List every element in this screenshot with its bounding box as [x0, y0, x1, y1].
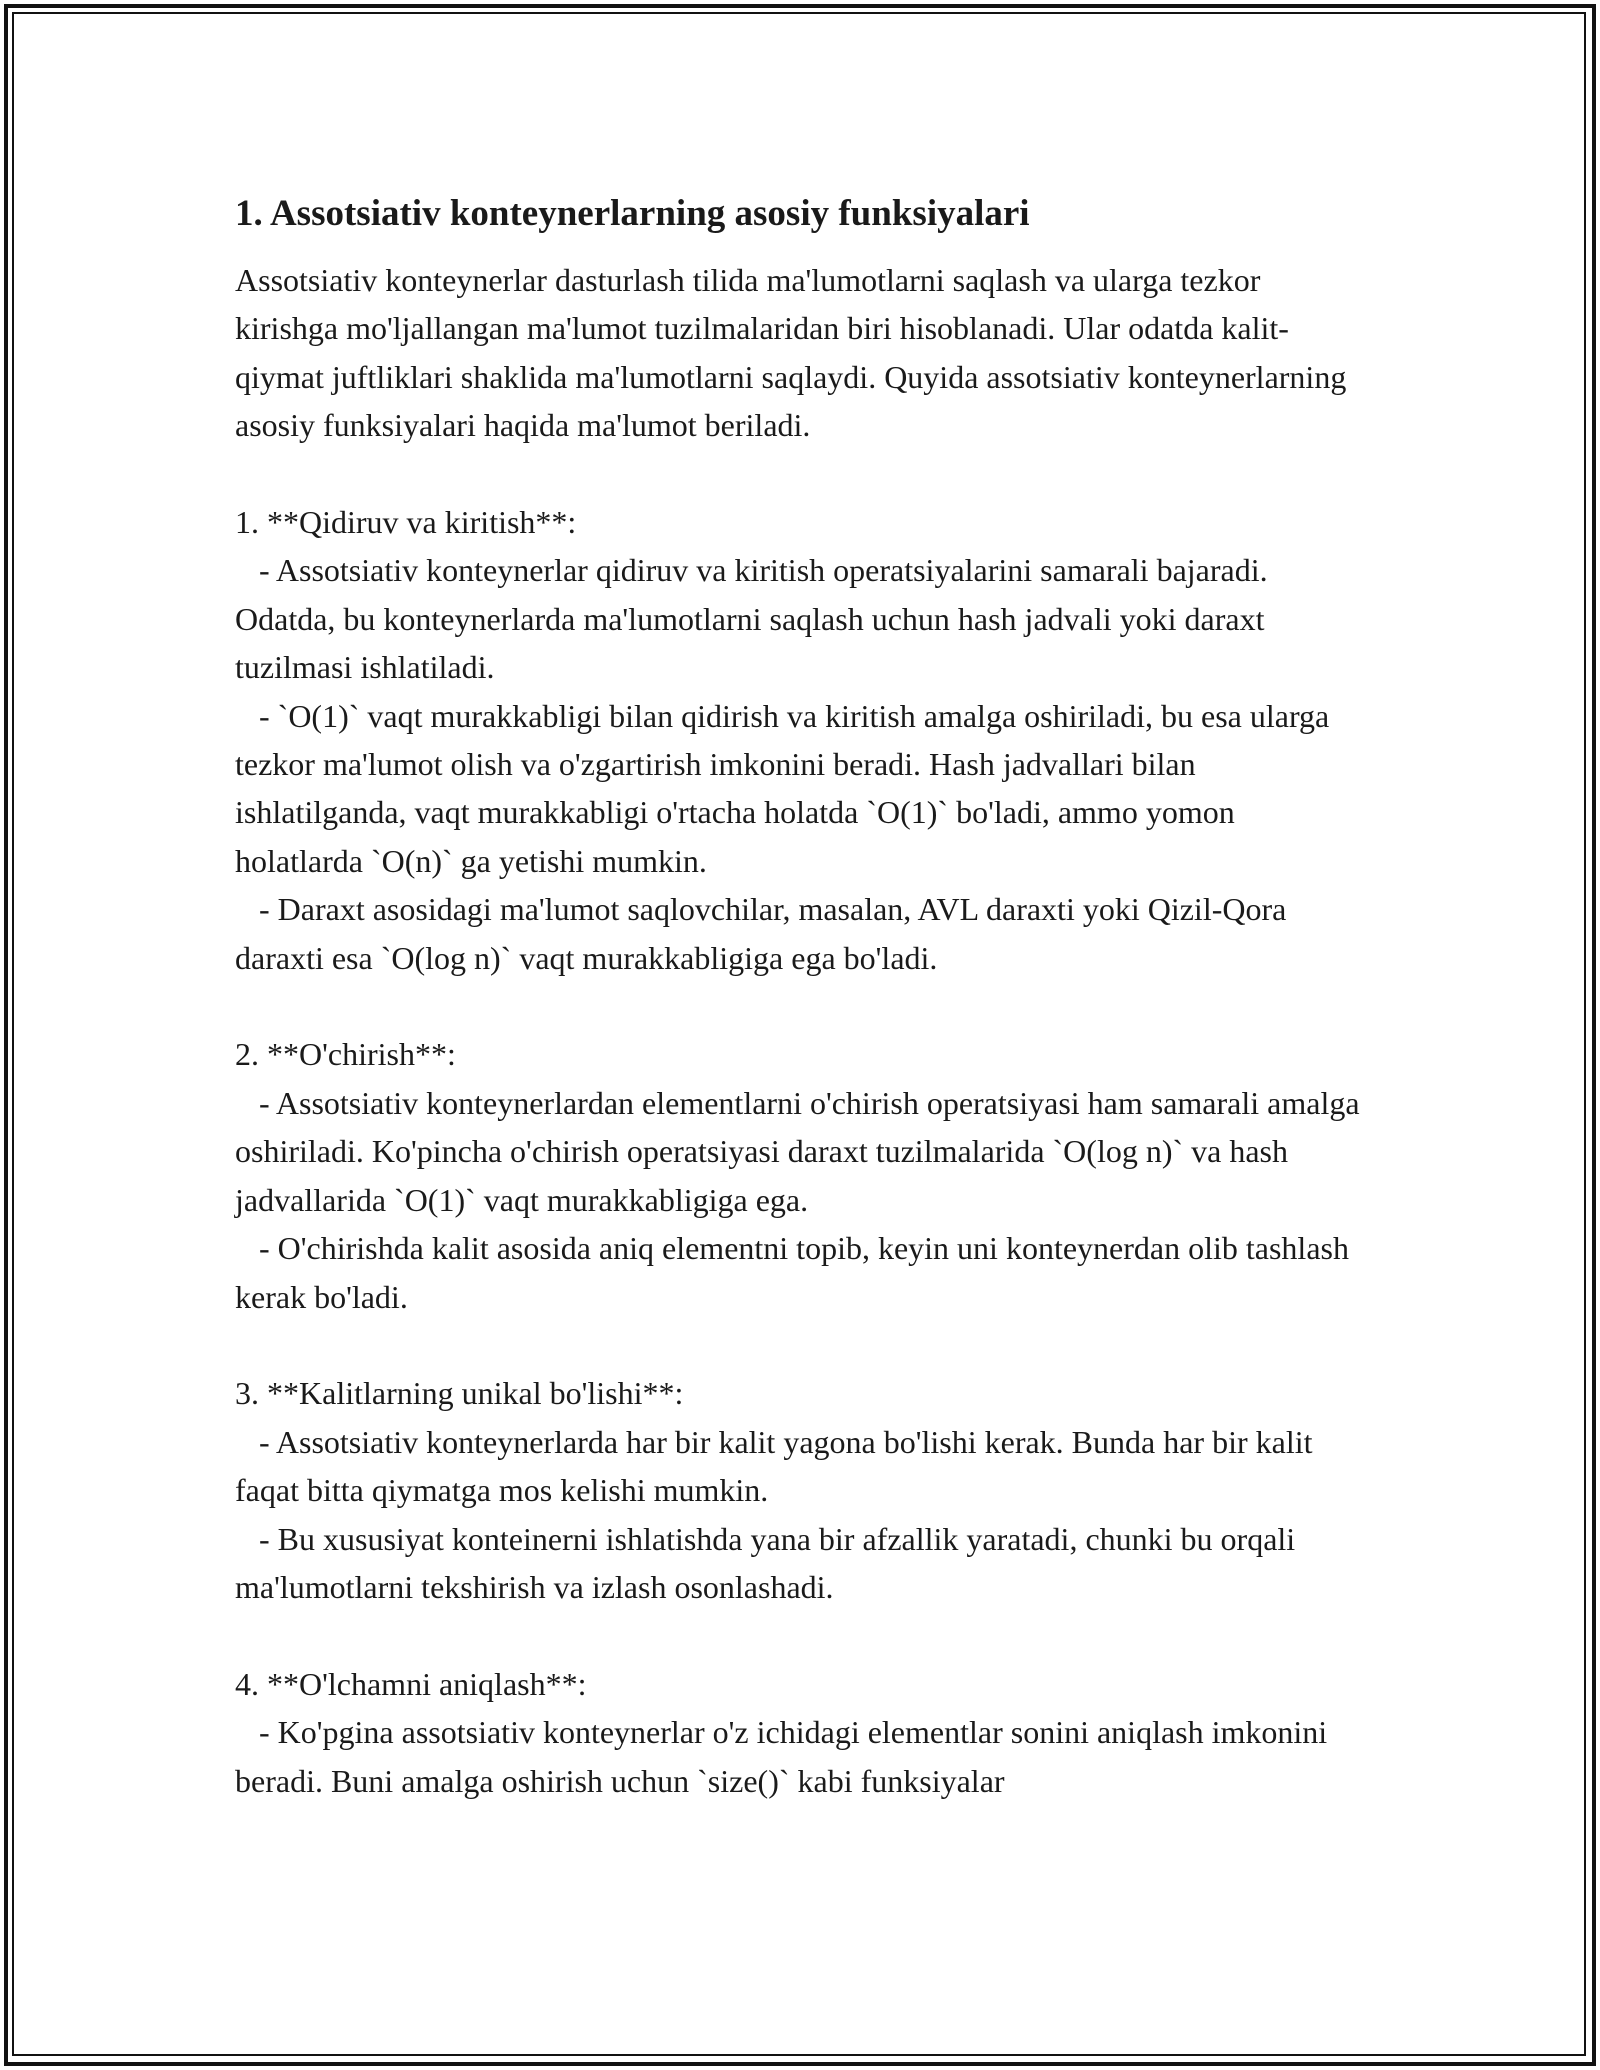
- section-heading: 1. **Qidiruv va kiritish**:: [235, 504, 577, 541]
- section-gap: [235, 450, 1365, 498]
- section-item: - Assotsiativ konteynerlar qidiruv va kiritish operatsiyalarini samarali bajaradi. Odatda, bu konteynerlarda ma'lumotlarni saqlash uchun hash jadvali yoki daraxt tuzilmasi ishlatiladi.: [235, 552, 1276, 686]
- section-item: - O'chirishda kalit asosida aniq elementni topib, keyin uni konteynerdan olib tashlash kerak bo'ladi.: [235, 1230, 1357, 1315]
- section-item: - Ko'pgina assotsiativ konteynerlar o'z ichidagi elementlar sonini aniqlash imkonini beradi. Buni amalga oshirish uchun `size()` kabi funksiyalar: [235, 1714, 1336, 1799]
- section-unique-keys: [235, 1369, 1365, 1611]
- section-gap: [235, 1321, 1365, 1369]
- section-gap: [235, 1611, 1365, 1659]
- section-item: - Assotsiativ konteynerlardan elementlarni o'chirish operatsiyasi ham samarali amalga oshiriladi. Ko'pincha o'chirish operatsiyasi daraxt tuzilmalarida `O(log n)` va hash jadvallarida `O(1)` vaqt murakkabligiga ega.: [235, 1084, 1368, 1218]
- document-title: 1. Assotsiativ konteynerlarning asosiy funksiyalari: [235, 193, 1030, 234]
- section-search-insert: [235, 498, 1365, 982]
- section-heading: 4. **O'lchamni aniqlash**:: [235, 1665, 587, 1702]
- document-body: [235, 186, 1368, 1805]
- section-item: - `O(1)` vaqt murakkabligi bilan qidirish va kiritish amalga oshiriladi, bu esa ularga tezkor ma'lumot olish va o'zgartirish imkonini beradi. Hash jadvallari bilan ishlatilganda, vaqt murakkabligi o'rtacha holatda `O(1)` bo'ladi, ammo yomon holatlarda `O(n)` ga yetishi mumkin.: [235, 697, 1338, 879]
- section-item: - Daraxt asosidagi ma'lumot saqlovchilar, masalan, AVL daraxti yoki Qizil-Qora daraxti esa `O(log n)` vaqt murakkabligiga ega bo'ladi.: [235, 891, 1295, 976]
- section-item: - Assotsiativ konteynerlarda har bir kalit yagona bo'lishi kerak. Bunda har bir kalit faqat bitta qiymatga mos kelishi mumkin.: [235, 1423, 1321, 1509]
- section-delete: [235, 1030, 1368, 1320]
- intro-paragraph: Assotsiativ konteynerlar dasturlash tilida ma'lumotlarni saqlash va ularga tezkor kirishga mo'ljallangan ma'lumot tuzilmalaridan biri hisoblanadi. Ular odatda kalit-qiymat juftliklari shaklida ma'lumotlarni saqlaydi. Quyida assotsiativ konteynerlarning asosiy funksiyalari haqida ma'lumot beriladi.: [235, 262, 1355, 444]
- section-heading: 2. **O'chirish**:: [235, 1036, 456, 1073]
- section-heading: 3. **Kalitlarning unikal bo'lishi**:: [235, 1375, 684, 1412]
- section-gap: [235, 982, 1365, 1030]
- section-size: [235, 1660, 1365, 1805]
- section-item: - Bu xususiyat konteinerni ishlatishda yana bir afzallik yaratadi, chunki bu orqali ma'lumotlarni tekshirish va izlash osonlashadi.: [235, 1520, 1304, 1605]
